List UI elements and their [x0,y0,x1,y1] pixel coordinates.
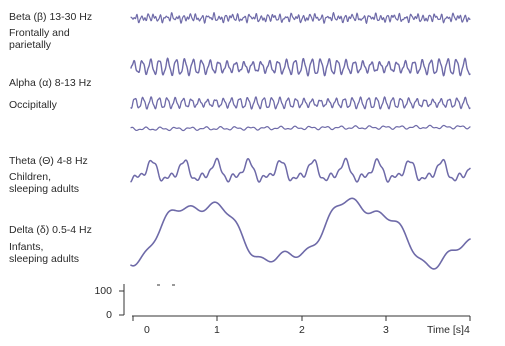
alpha-title: Alpha (α) 8-13 Hz [9,77,92,89]
time-label-3: 3 [383,324,389,336]
time-label-0: 0 [144,324,150,336]
theta-title: Theta (Θ) 4-8 Hz [9,155,88,167]
amplitude-label-100: 100 [94,285,112,297]
beta-location-line2: parietally [9,39,52,51]
delta-location-line2: sleeping adults [9,253,80,265]
beta-wave [131,13,470,24]
theta-location-line2: sleeping adults [9,183,80,195]
time-axis-label: Time [s]4 [427,324,470,336]
time-label-1: 1 [214,324,220,336]
time-label-2: 2 [299,324,305,336]
delta-location-line1: Infants, [9,241,44,253]
beta-title: Beta (β) 13-30 Hz [9,11,93,23]
beta-location-line1: Frontally and [9,27,70,39]
theta-wave [131,158,470,182]
delta-title: Delta (δ) 0.5-4 Hz [9,224,92,236]
alpha-wave-flat [131,125,470,130]
delta-wave [131,198,470,269]
amplitude-label-0: 0 [106,309,112,321]
theta-location-line1: Children, [9,171,52,183]
alpha-location: Occipitally [9,99,57,111]
alpha-wave-medium [131,97,470,109]
alpha-wave-large [131,58,470,76]
